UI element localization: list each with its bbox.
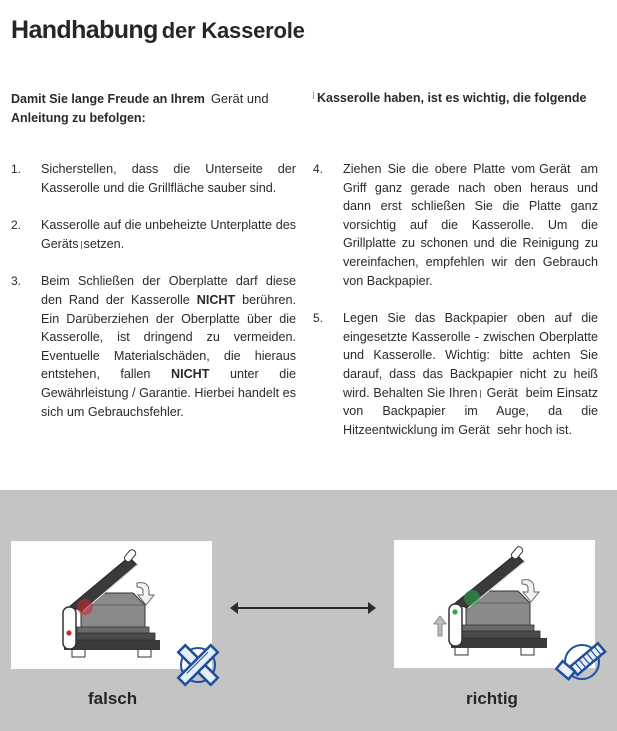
step-text-part: setzen. [83,236,125,251]
step-number: 4. [313,162,324,176]
step-inserted-word: Gerät [458,422,490,437]
title-bold: Handhabung [11,16,158,44]
step-emphasis: NICHT [196,292,236,307]
label-right: richtig [466,689,518,708]
intro-inserted-word: Gerät und [210,91,269,106]
casserole-rim [77,627,149,633]
step-number: 2. [11,218,22,233]
title-rest: der Kasserole [161,18,305,43]
page-title [11,14,305,47]
step-text [343,160,598,290]
step-inserted-word: Geräts [41,236,79,251]
step-text-part: beim Einsatz von Backpapier im Auge, da die Hitzeentwicklung im [343,385,598,437]
grill-handle-knob [123,548,137,562]
step-text [41,272,296,421]
contact-ok-indicator [452,609,457,614]
step-text-part: Legen Sie das Backpapier oben auf die eingesetzte Kasserolle - zwischen Oberplatte und Kasserolle. Wichtig: bitte achten Sie darauf, dass das Backpapier nicht zu heiß wird. Behalten Sie Ihren [343,311,598,400]
intro-line1-prefix: Damit Sie lange Freude an Ihrem [11,92,205,106]
step-item-4 [313,160,598,290]
steps-right-column [313,160,598,458]
lift-direction-arrow [434,616,446,636]
step-text [343,309,598,439]
step-item-2 [11,216,296,253]
hinge [63,607,76,649]
step-item-3 [11,272,296,421]
step-text-part: Ziehen Sie die obere Platte vom [343,162,536,176]
intro-left [11,89,269,128]
intro-right-line1: Kasserolle haben, ist es wichtig, die folgende [317,91,587,105]
contact-glow-green [464,590,480,606]
casserole-rim [462,625,534,631]
step-number: 5. [313,311,324,326]
text-artifact-tick [313,92,314,99]
grill-feet [455,647,534,655]
step-number: 3. [11,274,22,289]
text-artifact-tick [81,241,82,249]
step-emphasis: NICHT [170,367,210,382]
illustration-panel [0,490,617,731]
step-item-5 [313,309,598,439]
grill-base [64,640,160,650]
step-text: Sicherstellen, dass die Unterseite der Kasserolle und die Grillfläche sauber sind. [41,162,296,195]
step-inserted-word: Gerät [539,162,571,176]
step-inserted-word: Gerät [486,385,518,400]
steps-left-column [11,160,296,440]
contact-glow-red [77,599,93,615]
intro-right [313,89,587,108]
grill-feet [72,649,151,657]
grill-handle-knob [510,545,524,559]
double-arrow-icon [228,598,378,618]
step-item-1 [11,160,296,197]
label-wrong: falsch [88,689,138,708]
text-artifact-tick [480,390,481,398]
step-text-part: unter die Gewährleistung / Garantie. Hierbei handelt es sich um Gebrauchsfehler. [41,367,296,419]
grill-bottom-plate [460,631,540,638]
grill-bottom-plate [75,633,155,640]
step-text [41,216,296,253]
cross-icon [172,641,224,689]
grill-base [451,638,547,648]
step-text-part: berühren. Ein Darüberziehen der Oberplatte über die Kasserolle, ist dringend zu vermeiden. Eventuelle Materialschäden, die hieraus entstehen, fallen [41,292,297,382]
intro-line2: Anleitung zu befolgen: [11,111,146,125]
step-number: 1. [11,162,22,176]
contact-warning-indicator [66,630,71,635]
step-text-part: sehr hoch ist. [497,422,572,437]
check-icon [555,640,607,688]
step-text-part: Beim Schließen der Oberplatte darf diese den Rand der Kasserolle [41,274,296,307]
step-text-part: Kasserolle auf die unbeheizte Unterplatte des [41,218,296,233]
step-text-part: am Griff ganz gerade nach oben heraus und dann erst schließen Sie die Platte ganz vorsichtig auf die Kasserolle. Um die Grillplatte zu schonen und die Reinigung zu vereinfachen, empfehlen wir den Gebrauch von Backpapier. [343,162,599,288]
